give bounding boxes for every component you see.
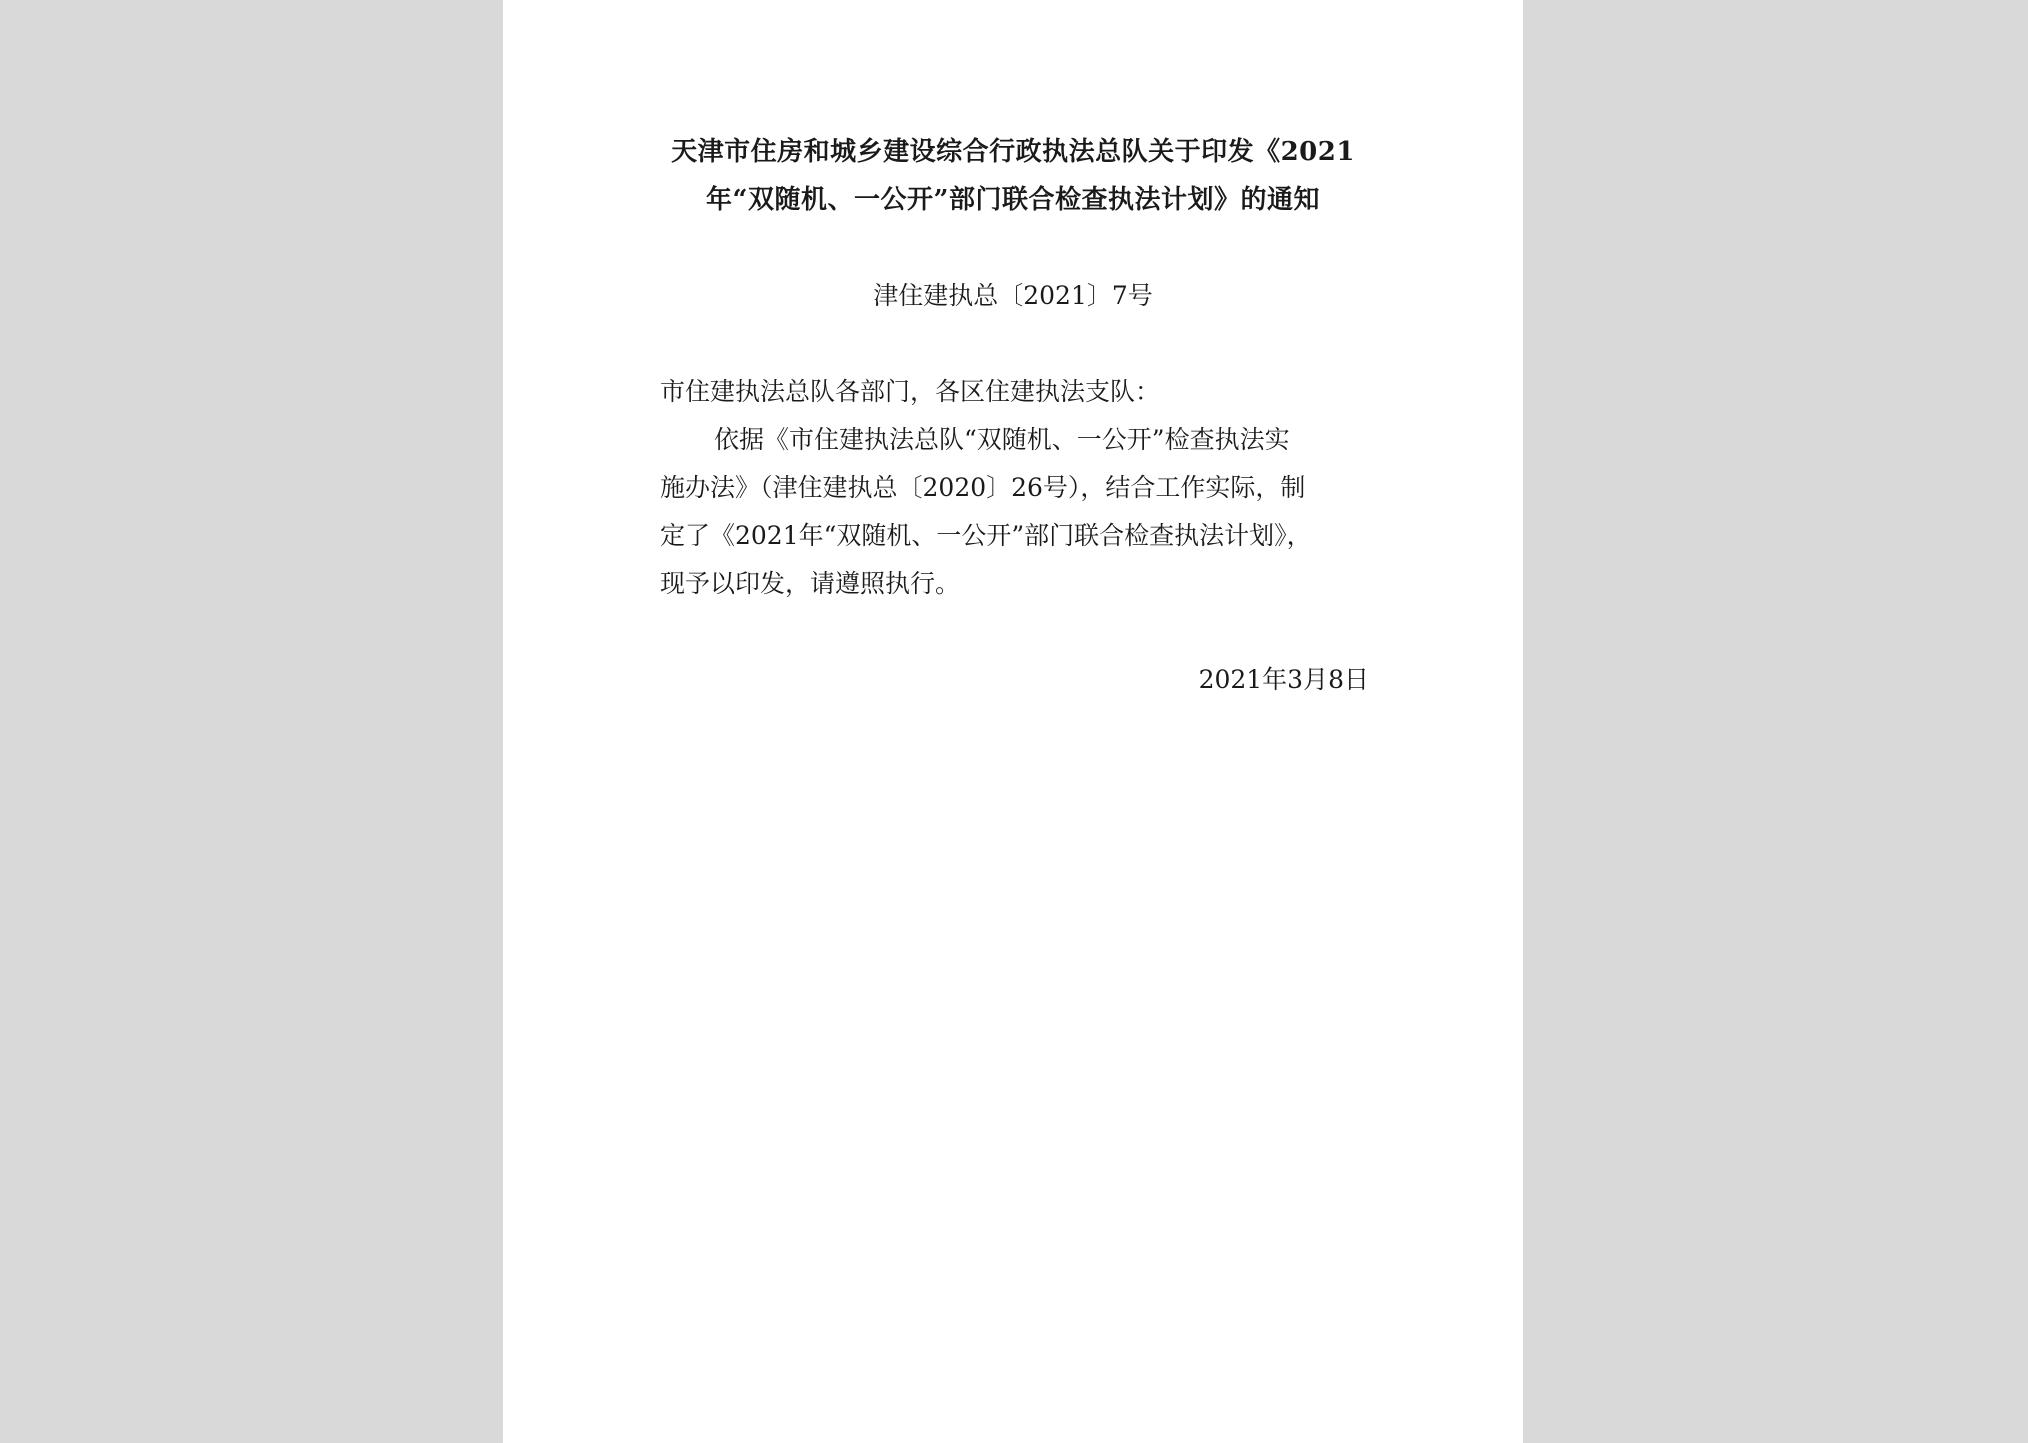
document-date: 2021年3月8日 xyxy=(1198,665,1369,694)
body-text-line: 现予以印发，请遵照执行。 xyxy=(660,569,961,598)
title-line-1: 天津市住房和城乡建设综合行政执法总队关于印发《2021 xyxy=(671,137,1355,167)
document-page xyxy=(503,0,1523,1443)
recipient-line: 市住建执法总队各部门，各区住建执法支队： xyxy=(660,377,1161,406)
document-number: 津住建执总〔2021〕7号 xyxy=(873,281,1153,310)
body-text-line: 依据《市住建执法总队“双随机、一公开”检查执法实 xyxy=(714,425,1290,454)
body-text-line: 定了《2021年“双随机、一公开”部门联合检查执法计划》， xyxy=(660,521,1312,550)
body-text-line: 施办法》（津住建执总〔2020〕26号），结合工作实际，制 xyxy=(660,473,1306,502)
title-line-2: 年“双随机、一公开”部门联合检查执法计划》的通知 xyxy=(706,185,1320,215)
document-title xyxy=(503,128,1523,224)
